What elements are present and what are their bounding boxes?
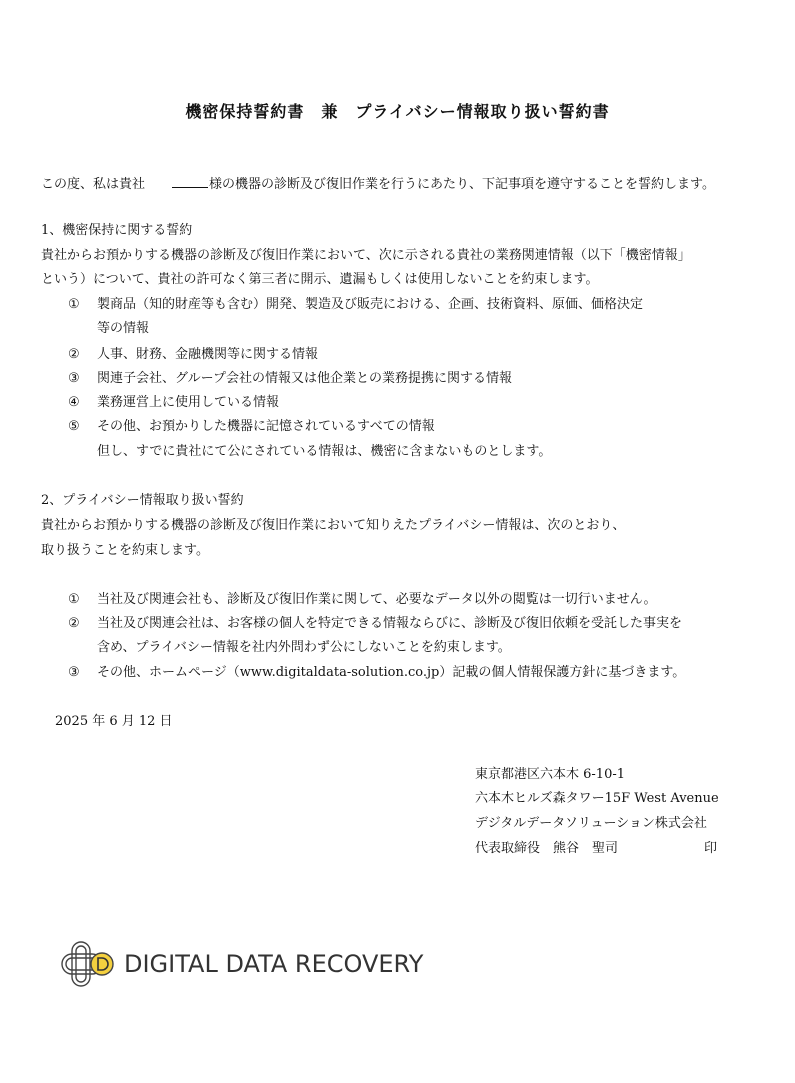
section1-item5-line1: その他、お預かりした機器に記憶されているすべての情報 (97, 419, 435, 434)
section1-body-line2: という）について、貴社の許可なく第三者に開示、遺漏もしくは使用しないことを約束します。 (41, 272, 599, 287)
section1-item3-number: ③ (68, 371, 80, 386)
signature-seal-mark: 印 (704, 841, 718, 856)
section1-body-line1: 貴社からお預かりする機器の診断及び復旧作業において、次に示される貴社の業務関連情報（以下「機密情報」 (41, 248, 691, 263)
signature-company: デジタルデータソリューション株式会社 (475, 816, 707, 831)
section2-item3-number: ③ (68, 665, 80, 680)
section2-item1-line1: 当社及び関連会社も、診断及び復旧作業に関して、必要なデータ以外の閲覧は一切行いません。 (97, 592, 657, 607)
section2-item2-number: ② (68, 616, 80, 631)
intro-before: この度、私は貴社 (41, 177, 159, 192)
section2-item2-line2: 含め、プライバシー情報を社内外問わず公にしないことを約束します。 (97, 640, 511, 655)
signature-address2: 六本木ヒルズ森タワー15F West Avenue (475, 791, 719, 806)
section1-item4-number: ④ (68, 395, 80, 410)
section1-item1-number: ① (68, 297, 80, 312)
company-logo (60, 938, 424, 990)
intro-paragraph (41, 174, 715, 194)
section2-body-line1: 貴社からお預かりする機器の診断及び復旧作業において知りえたプライバシー情報は、次のとおり、 (41, 518, 626, 533)
section2-item3-line1: その他、ホームページ（www.digitaldata-solution.co.jp）記載の個人情報保護方針に基づきます。 (97, 665, 686, 680)
section1-item5-number: ⑤ (68, 419, 80, 434)
section1-item2-line1: 人事、財務、金融機関等に関する情報 (97, 347, 319, 362)
section1-note: 但し、すでに貴社にて公にされている情報は、機密に含まないものとします。 (97, 444, 552, 459)
signature-representative: 代表取締役 熊谷 聖司 (475, 841, 619, 856)
section1-item4-line1: 業務運営上に使用している情報 (97, 395, 280, 410)
intro-after: 様の機器の診断及び復旧作業を行うにあたり、下記事項を遵守することを誓約します。 (209, 177, 715, 192)
section2-heading: 2、プライバシー情報取り扱い誓約 (41, 493, 244, 508)
section2-body-line2: 取り扱うことを約束します。 (41, 543, 209, 558)
document-date: 2025 年 6 月 12 日 (55, 714, 173, 729)
section1-item1-line2: 等の情報 (97, 321, 150, 336)
section1-heading: 1、機密保持に関する誓約 (41, 223, 193, 238)
section1-item3-line1: 関連子会社、グループ会社の情報又は他企業との業務提携に関する情報 (97, 371, 512, 386)
section1-item2-number: ② (68, 347, 80, 362)
section2-item1-number: ① (68, 592, 80, 607)
ddr-logo-icon (60, 938, 120, 990)
document-title: 機密保持誓約書 兼 プライバシー情報取り扱い誓約書 (185, 102, 610, 121)
logo-text: DIGITAL DATA RECOVERY (124, 950, 424, 978)
signature-address1: 東京都港区六本木 6-10-1 (475, 767, 626, 782)
section2-item2-line1: 当社及び関連会社は、お客様の個人を特定できる情報ならびに、診断及び復旧依頼を受託した事実を (97, 616, 683, 631)
client-name-blank[interactable] (172, 174, 208, 188)
section1-item1-line1: 製商品（知的財産等も含む）開発、製造及び販売における、企画、技術資料、原価、価格決定 (97, 297, 644, 312)
